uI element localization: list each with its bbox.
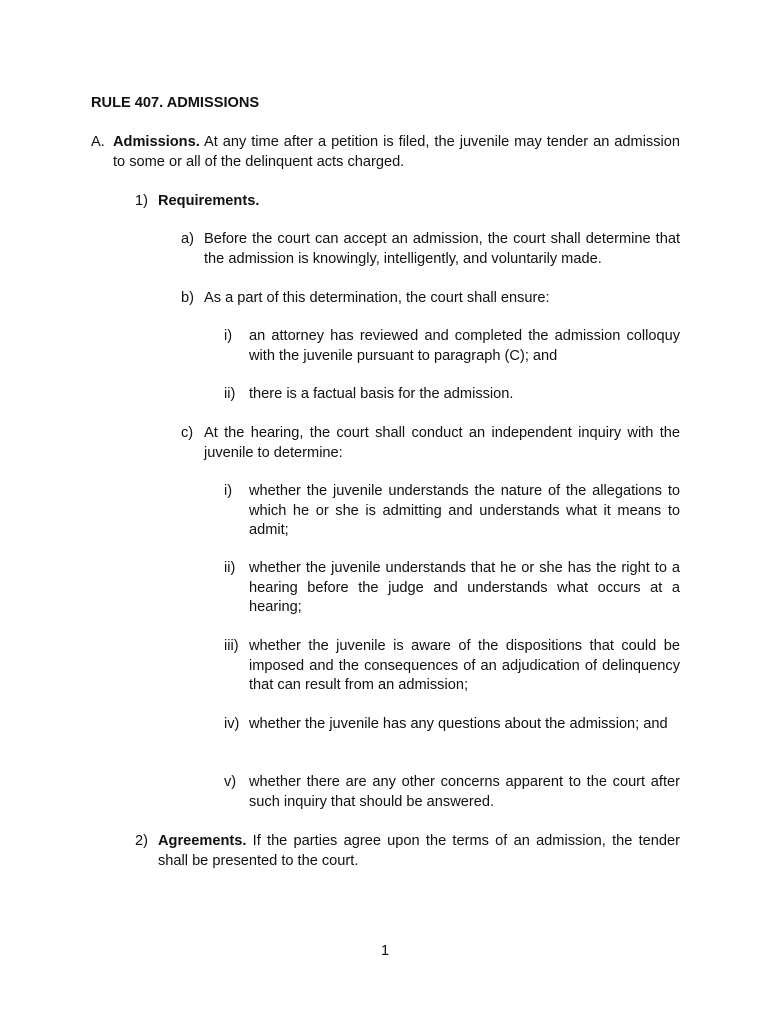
item-1c-ii-text: whether the juvenile understands that he or she has the right to a hearing before the judge and understands what occurs at a hearing; (249, 560, 680, 615)
section-a-text: At any time after a petition is filed, the juvenile may tender an admission to some or all of the delinquent acts charged. (113, 134, 680, 170)
rule-title: RULE 407. ADMISSIONS (91, 95, 260, 111)
item-1a-text: Before the court can accept an admission, the court shall determine that the admission is knowingly, intelligently, and voluntarily made. (204, 231, 680, 267)
item-1b-ii (224, 385, 680, 405)
item-1c-marker: c) (181, 425, 194, 441)
item-1b-ii-marker: ii) (224, 386, 236, 402)
page-number: 1 (380, 943, 390, 959)
item-1b (181, 289, 680, 309)
item-1c-text: At the hearing, the court shall conduct an independent inquiry with the juvenile to determine: (204, 425, 680, 461)
item-1a (181, 230, 680, 269)
item-1c-iv (224, 715, 680, 735)
item-1b-i-text: an attorney has reviewed and completed the admission colloquy with the juvenile pursuant to paragraph (C); and (249, 328, 680, 364)
item-1-marker: 1) (135, 193, 148, 209)
item-1c-v-marker: v) (224, 774, 237, 790)
item-1c-ii (224, 559, 680, 618)
item-2-text: If the parties agree upon the terms of an admission, the tender shall be presented to the court. (158, 833, 680, 869)
item-1-requirements (135, 192, 680, 212)
section-a-marker: A. (91, 134, 105, 150)
item-1c-v (224, 773, 680, 812)
item-1c-iv-text: whether the juvenile has any questions about the admission; and (249, 716, 668, 732)
item-2-heading: Agreements. (158, 833, 247, 849)
item-1c-iii-marker: iii) (224, 638, 239, 654)
item-1c-v-text: whether there are any other concerns apparent to the court after such inquiry that should be answered. (249, 774, 680, 810)
item-1c-ii-marker: ii) (224, 560, 236, 576)
item-1c-i-text: whether the juvenile understands the nature of the allegations to which he or she is admitting and understands what it means to admit; (249, 483, 680, 538)
item-1a-marker: a) (181, 231, 194, 247)
item-1c-i (224, 482, 680, 541)
item-1-heading: Requirements. (158, 193, 260, 209)
item-1c-iii-text: whether the juvenile is aware of the dispositions that could be imposed and the consequences of an adjudication of delinquency that can result from an admission; (249, 638, 680, 693)
item-2-agreements (135, 832, 680, 871)
section-a (91, 133, 680, 172)
item-2-marker: 2) (135, 833, 148, 849)
item-1c-iii (224, 637, 680, 696)
item-1c-iv-marker: iv) (224, 716, 240, 732)
item-1b-ii-text: there is a factual basis for the admission. (249, 386, 514, 402)
item-1b-i-marker: i) (224, 328, 233, 344)
item-1c (181, 424, 680, 463)
item-1c-i-marker: i) (224, 483, 233, 499)
item-1b-i (224, 327, 680, 366)
item-1b-marker: b) (181, 290, 194, 306)
item-1b-text: As a part of this determination, the court shall ensure: (204, 290, 550, 306)
section-a-heading: Admissions. (113, 134, 200, 150)
